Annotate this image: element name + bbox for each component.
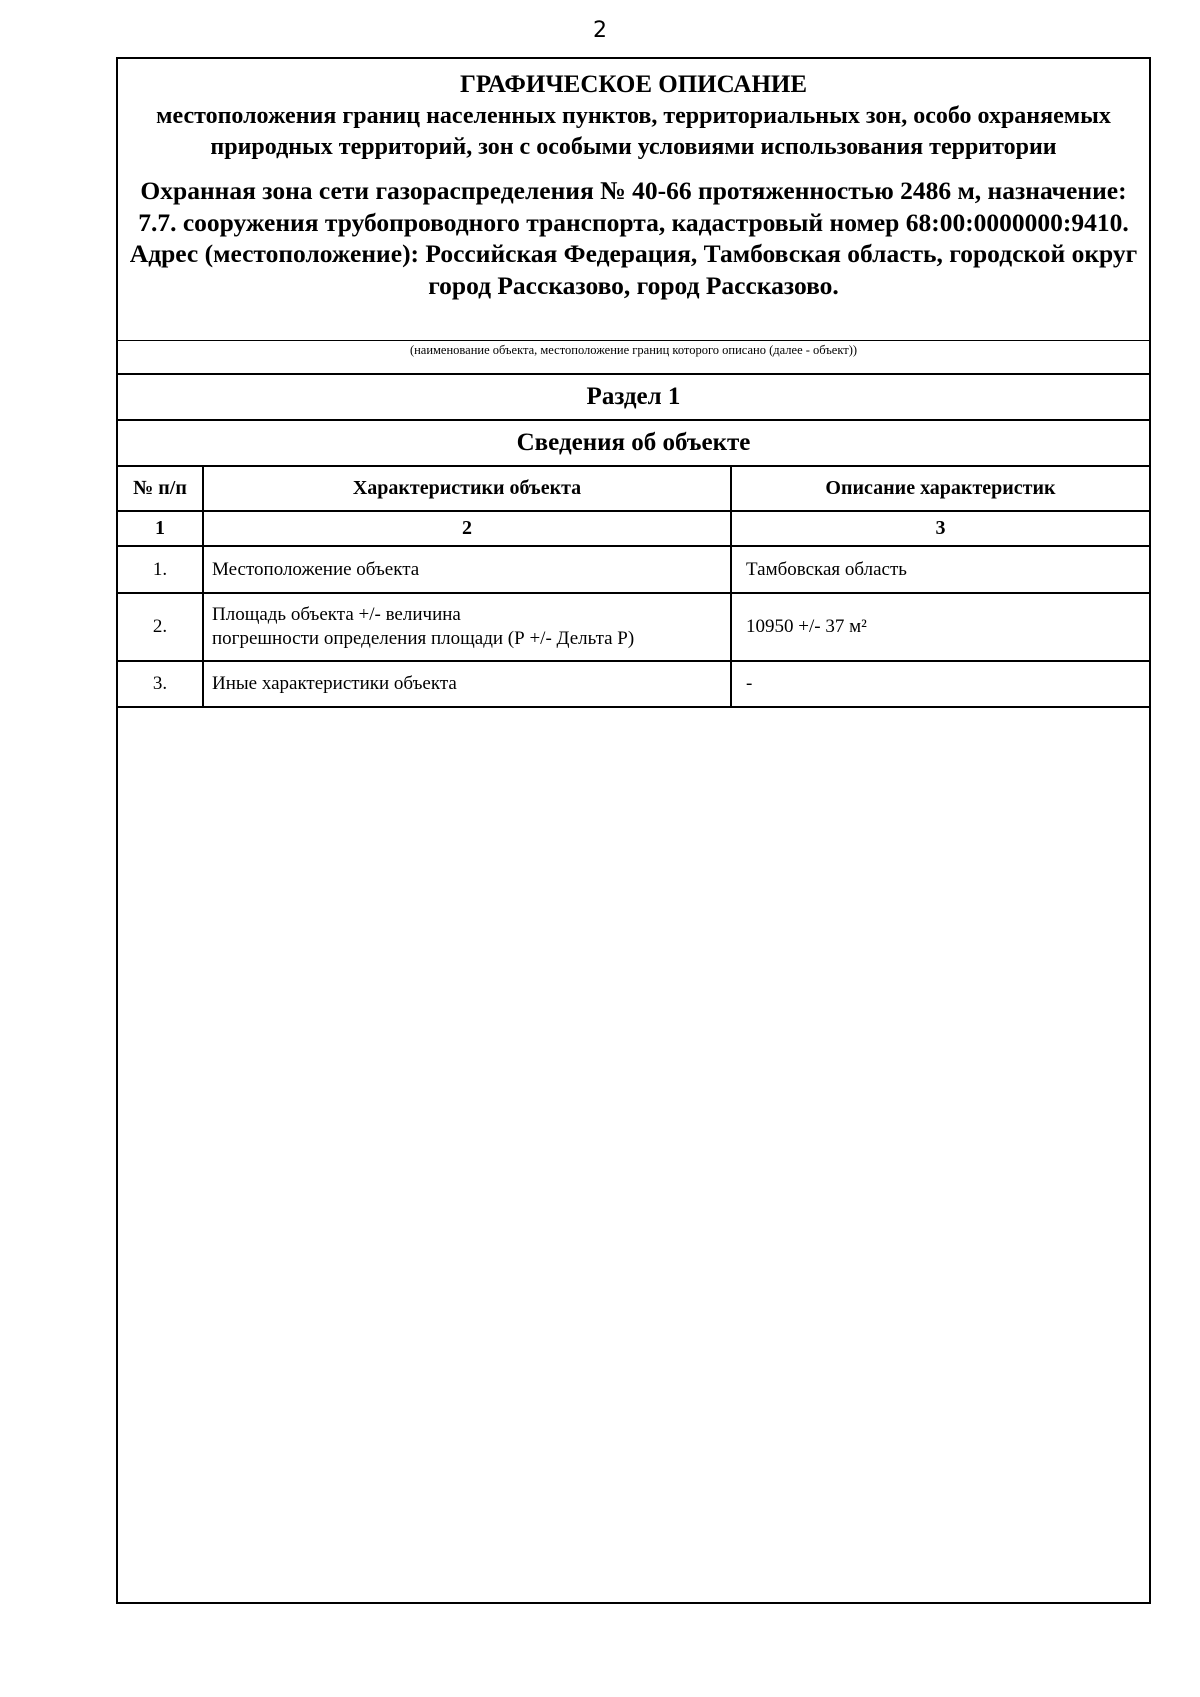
column-header-characteristic: Характеристики объекта bbox=[204, 467, 732, 512]
document-sheet bbox=[116, 57, 1151, 1604]
row-characteristic: Местоположение объекта bbox=[204, 547, 732, 594]
section-label: Раздел 1 bbox=[118, 375, 1149, 421]
row-number: 1. bbox=[118, 547, 204, 594]
column-header-description: Описание характеристик bbox=[732, 467, 1149, 512]
section-title: Сведения об объекте bbox=[118, 421, 1149, 467]
object-name: Охранная зона сети газораспределения № 40-66 протяженностью 2486 м, назначение: 7.7. сооружения трубопроводного транспорта, кадастровый номер 68:00:0000000:9410. Адрес (местоположение): Российская Федерация, Тамбовская область, городской округ город Рассказово, город Рассказово. bbox=[129, 176, 1138, 300]
document-title: ГРАФИЧЕСКОЕ ОПИСАНИЕ bbox=[459, 71, 808, 98]
row-number: 2. bbox=[118, 594, 204, 662]
row-characteristic: Иные характеристики объекта bbox=[204, 662, 732, 708]
row-description: Тамбовская область bbox=[732, 547, 1149, 594]
object-info-table bbox=[118, 467, 1149, 708]
column-header-number: № п/п bbox=[118, 467, 204, 512]
object-name-caption: (наименование объекта, местоположение границ которого описано (далее - объект)) bbox=[118, 341, 1149, 375]
row-characteristic-line-2: погрешности определения площади (Р +/- Дельта Р) bbox=[212, 628, 635, 649]
row-number: 3. bbox=[118, 662, 204, 708]
column-number-1: 1 bbox=[118, 512, 204, 547]
row-characteristic-line-1: Площадь объекта +/- величина bbox=[212, 604, 461, 625]
document-subtitle: местоположения границ населенных пунктов, территориальных зон, особо охраняемых природных территорий, зон с особыми условиями использования территории bbox=[156, 103, 1111, 160]
row-characteristic bbox=[204, 594, 732, 662]
header-block bbox=[118, 59, 1149, 341]
column-number-3: 3 bbox=[732, 512, 1149, 547]
column-number-2: 2 bbox=[204, 512, 732, 547]
page-number: 2 bbox=[593, 18, 607, 43]
row-description: 10950 +/- 37 м² bbox=[732, 594, 1149, 662]
row-description: - bbox=[732, 662, 1149, 708]
